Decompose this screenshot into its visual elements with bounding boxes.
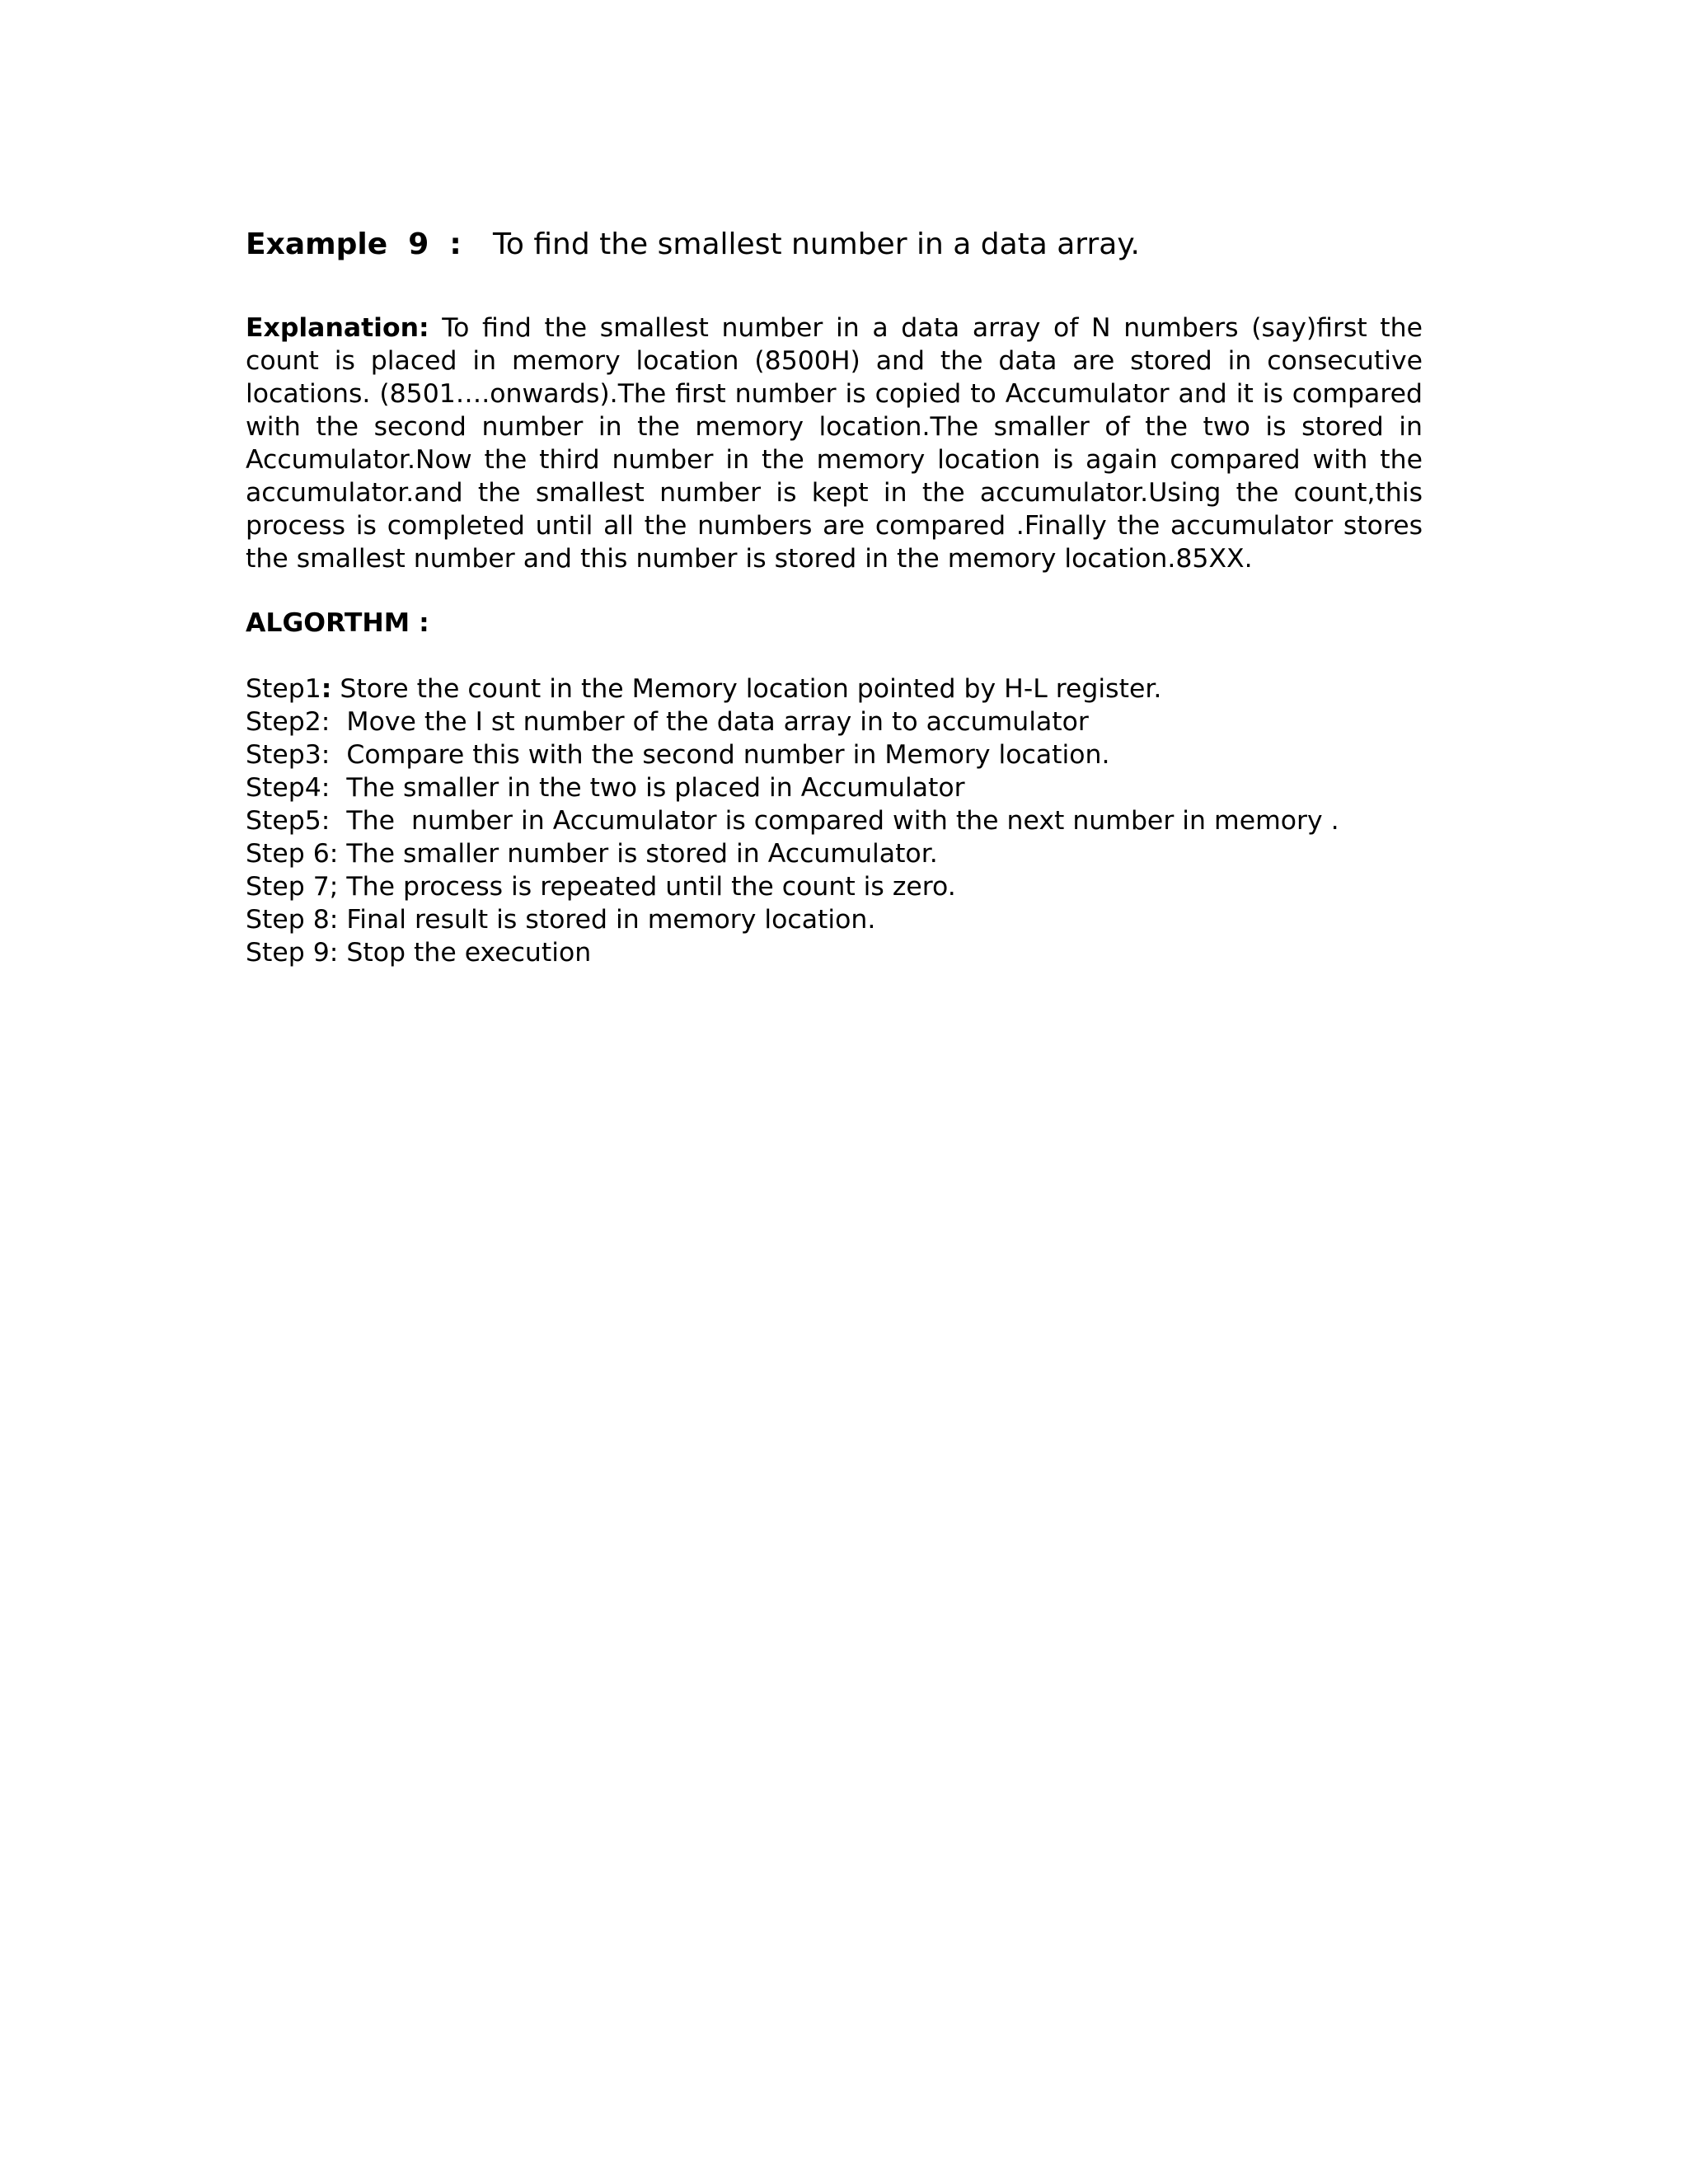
example-heading <box>246 227 1423 275</box>
step-1-text: Store the count in the Memory location pointed by H-L register. <box>331 674 1162 704</box>
example-title: To find the smallest number in a data array. <box>493 227 1140 261</box>
step-7: Step 7; The process is repeated until the count is zero. <box>246 872 956 902</box>
explanation-paragraph <box>246 312 1423 575</box>
step-3: Step3: Compare this with the second number in Memory location. <box>246 740 1110 770</box>
explanation-text: To find the smallest number in a data array of N numbers (say)first the count is placed in memory location (8500H) and the data are stored in consecutive locations. (8501….onwards).The first number is copied to Accumulator and it is compared with the second number in the memory location.The smaller of the two is stored in Accumulator.Now the third number in the memory location is again compared with the accumulator.and the smallest number is kept in the accumulator.Using the count,this process is completed until all the numbers are compared .Finally the accumulator stores the smallest number and this number is stored in the memory location.85XX. <box>246 313 1423 574</box>
step-1 <box>246 673 1423 705</box>
step-1-colon: : <box>321 674 332 704</box>
algorithm-heading: ALGORTHM : <box>246 608 429 638</box>
step-4: Step4: The smaller in the two is placed in Accumulator <box>246 773 965 803</box>
step-9: Step 9: Stop the execution <box>246 938 592 968</box>
explanation-lead: Explanation: <box>246 313 429 343</box>
example-label: Example 9 : <box>246 227 462 261</box>
page-content <box>246 227 1423 969</box>
algorithm-steps <box>246 673 1423 969</box>
step-8: Step 8: Final result is stored in memory location. <box>246 905 876 935</box>
step-1-prefix: Step1 <box>246 674 321 704</box>
step-2: Step2: Move the I st number of the data array in to accumulator <box>246 707 1089 737</box>
step-5: Step5: The number in Accumulator is compared with the next number in memory . <box>246 806 1339 836</box>
step-6: Step 6: The smaller number is stored in Accumulator. <box>246 839 938 869</box>
